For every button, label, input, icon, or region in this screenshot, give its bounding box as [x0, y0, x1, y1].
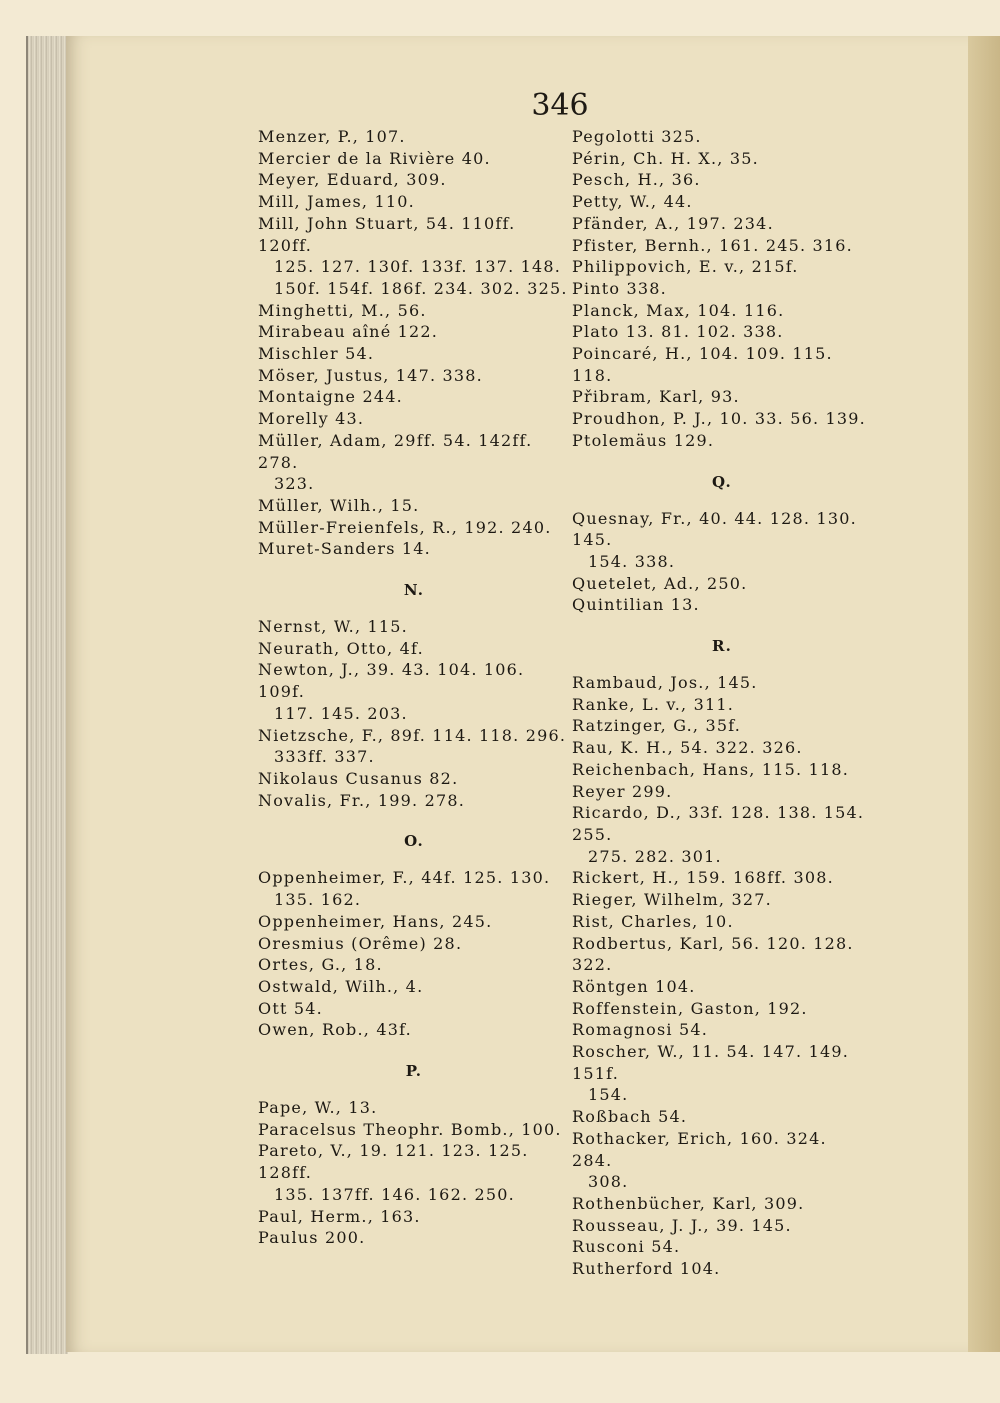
index-entry-line: Planck, Max, 104. 116. — [572, 300, 785, 320]
index-entry-line: Mercier de la Rivière 40. — [258, 148, 491, 168]
index-entry-line: Reyer 299. — [572, 781, 673, 801]
index-entry-line: Müller, Wilh., 15. — [258, 495, 420, 515]
index-entry-line: Rousseau, J. J., 39. 145. — [572, 1215, 792, 1235]
index-entry-line: Ptolemäus 129. — [572, 430, 715, 450]
index-entry-line: Neurath, Otto, 4f. — [258, 638, 424, 658]
index-entry-line: Menzer, P., 107. — [258, 127, 406, 146]
book-page-edges — [26, 36, 68, 1354]
index-entry — [572, 737, 872, 759]
index-entry — [258, 1119, 570, 1141]
index-entry — [258, 954, 570, 976]
index-entry — [572, 278, 872, 300]
index-entry — [572, 408, 872, 430]
section-letter-heading: N. — [403, 581, 425, 600]
index-entry-line: Rutherford 104. — [572, 1259, 721, 1279]
index-entry — [572, 386, 872, 408]
index-entry — [572, 1128, 872, 1193]
index-entry — [572, 759, 872, 781]
index-entry-continuation: 150f. 154f. 186f. 234. 302. 325. — [274, 278, 568, 298]
index-entry-line: Rist, Charles, 10. — [572, 911, 734, 931]
index-entry — [572, 191, 872, 213]
index-entry — [572, 672, 872, 694]
index-entry — [258, 148, 570, 170]
index-entry — [258, 386, 570, 408]
index-entry-line: Reichenbach, Hans, 115. 118. — [572, 759, 850, 779]
index-entry-line: Proudhon, P. J., 10. 33. 56. 139. — [572, 409, 866, 429]
index-entry — [258, 169, 570, 191]
index-entry-line: Roßbach 54. — [572, 1107, 688, 1127]
index-entry — [572, 1215, 872, 1237]
index-entry — [572, 256, 872, 278]
index-entry-line: Périn, Ch. H. X., 35. — [572, 148, 759, 168]
index-entry — [572, 300, 872, 322]
index-entry-line: Newton, J., 39. 43. 104. 106. 109f. — [258, 660, 525, 702]
index-entry-line: Pfister, Bernh., 161. 245. 316. — [572, 235, 853, 255]
index-entry — [572, 802, 872, 867]
index-entry-line: Meyer, Eduard, 309. — [258, 170, 447, 190]
index-entry — [258, 430, 570, 495]
index-entry — [258, 538, 570, 560]
index-entry-continuation: 154. 338. — [588, 551, 676, 571]
index-entry — [572, 213, 872, 235]
index-entry — [258, 616, 570, 638]
index-entry-continuation: 135. 162. — [274, 890, 362, 910]
index-entry-line: Nikolaus Cusanus 82. — [258, 768, 459, 788]
index-entry-line: Morelly 43. — [258, 409, 365, 429]
index-entry — [258, 1227, 570, 1249]
index-entry-line: Rieger, Wilhelm, 327. — [572, 890, 772, 910]
index-entry — [258, 300, 570, 322]
index-entry — [258, 408, 570, 430]
index-entry-line: Petty, W., 44. — [572, 192, 693, 212]
index-entry — [572, 998, 872, 1020]
index-entry — [572, 148, 872, 170]
index-entry — [258, 933, 570, 955]
index-entry — [572, 976, 872, 998]
index-entry — [572, 430, 872, 452]
index-entry-line: Quesnay, Fr., 40. 44. 128. 130. 145. — [572, 508, 857, 550]
index-entry — [572, 781, 872, 803]
index-entry-line: Novalis, Fr., 199. 278. — [258, 790, 466, 810]
index-entry-line: Pape, W., 13. — [258, 1098, 378, 1118]
index-entry — [258, 976, 570, 998]
index-entry — [258, 1206, 570, 1228]
index-entry — [258, 495, 570, 517]
index-entry — [572, 933, 872, 976]
index-entry-continuation: 333ff. 337. — [274, 747, 375, 767]
index-entry-line: Müller, Adam, 29ff. 54. 142ff. 278. — [258, 430, 533, 472]
index-entry — [258, 1019, 570, 1041]
index-entry-line: Ortes, G., 18. — [258, 955, 383, 975]
index-entry-continuation: 125. 127. 130f. 133f. 137. 148. — [274, 257, 562, 277]
index-entry — [258, 998, 570, 1020]
index-entry — [258, 343, 570, 365]
index-entry — [572, 1236, 872, 1258]
index-entry-line: Quetelet, Ad., 250. — [572, 573, 748, 593]
index-entry-line: Quintilian 13. — [572, 595, 700, 615]
index-entry-line: Röntgen 104. — [572, 976, 696, 996]
section-letter-heading: O. — [404, 832, 424, 851]
index-entry — [572, 1258, 872, 1280]
index-entry-line: Oresmius (Orême) 28. — [258, 933, 463, 953]
index-entry-line: Mirabeau aîné 122. — [258, 322, 439, 342]
index-entry — [572, 508, 872, 573]
index-entry — [258, 638, 570, 660]
index-entry-line: Mill, John Stuart, 54. 110ff. 120ff. — [258, 213, 516, 255]
index-entry — [572, 715, 872, 737]
index-entry-continuation: 308. — [588, 1172, 629, 1192]
index-entry — [258, 768, 570, 790]
index-entry-line: Rothacker, Erich, 160. 324. 284. — [572, 1128, 827, 1170]
index-entry — [572, 867, 872, 889]
index-entry — [572, 126, 872, 148]
index-entry — [572, 594, 872, 616]
index-entry-line: Rickert, H., 159. 168ff. 308. — [572, 868, 834, 888]
index-entry-line: Muret-Sanders 14. — [258, 539, 431, 559]
index-entry-line: Nietzsche, F., 89f. 114. 118. 296. — [258, 725, 567, 745]
index-entry — [258, 1140, 570, 1205]
index-entry-line: Minghetti, M., 56. — [258, 300, 427, 320]
index-entry — [572, 343, 872, 386]
index-entry-line: Roffenstein, Gaston, 192. — [572, 998, 808, 1018]
index-entry — [572, 1041, 872, 1106]
index-entry — [258, 365, 570, 387]
index-entry-line: Rau, K. H., 54. 322. 326. — [572, 738, 803, 758]
page-number: 346 — [531, 88, 589, 123]
index-entry-line: Müller-Freienfels, R., 192. 240. — [258, 517, 552, 537]
index-entry-line: Oppenheimer, F., 44f. 125. 130. — [258, 868, 551, 888]
index-entry — [572, 573, 872, 595]
index-entry — [258, 213, 570, 300]
index-entry-line: Ricardo, D., 33f. 128. 138. 154. 255. — [572, 803, 865, 844]
index-entry-line: Romagnosi 54. — [572, 1020, 709, 1040]
index-entry-line: Ranke, L. v., 311. — [572, 694, 735, 714]
index-entry-line: Přibram, Karl, 93. — [572, 387, 740, 407]
index-entry-line: Paul, Herm., 163. — [258, 1206, 421, 1226]
index-entry — [572, 911, 872, 933]
index-entry-line: Rusconi 54. — [572, 1237, 681, 1257]
index-entry — [572, 1019, 872, 1041]
index-entry-line: Pareto, V., 19. 121. 123. 125. 128ff. — [258, 1141, 529, 1183]
index-entry-line: Philippovich, E. v., 215f. — [572, 257, 799, 277]
index-entry — [258, 126, 570, 148]
index-entry-line: Rodbertus, Karl, 56. 120. 128. 322. — [572, 933, 854, 975]
index-entry — [572, 889, 872, 911]
index-entry — [572, 1193, 872, 1215]
index-entry-line: Ratzinger, G., 35f. — [572, 716, 742, 736]
index-entry-line: Pegolotti 325. — [572, 127, 702, 146]
index-entry-line: Montaigne 244. — [258, 387, 403, 407]
index-entry — [572, 235, 872, 257]
facing-page-shadow — [968, 36, 1000, 1352]
index-entry-line: Pesch, H., 36. — [572, 170, 701, 190]
index-entry — [572, 694, 872, 716]
index-entry — [258, 659, 570, 724]
index-entry-continuation: 275. 282. 301. — [588, 846, 722, 866]
index-entry — [572, 321, 872, 343]
index-entry-continuation: 117. 145. 203. — [274, 703, 408, 723]
index-entry — [258, 867, 570, 910]
index-entry — [258, 321, 570, 343]
index-entry-line: Plato 13. 81. 102. 338. — [572, 322, 784, 342]
index-entry-line: Ostwald, Wilh., 4. — [258, 976, 424, 996]
index-entry-line: Nernst, W., 115. — [258, 617, 408, 637]
index-entry-line: Pinto 338. — [572, 278, 667, 298]
index-column-right — [572, 126, 872, 1280]
index-entry-line: Owen, Rob., 43f. — [258, 1020, 412, 1040]
section-letter-heading: R. — [711, 637, 733, 656]
index-column-left — [258, 126, 570, 1249]
index-entry — [258, 1097, 570, 1119]
index-entry-line: Möser, Justus, 147. 338. — [258, 365, 483, 385]
index-entry-line: Paracelsus Theophr. Bomb., 100. — [258, 1119, 562, 1139]
index-entry-continuation: 323. — [274, 474, 315, 494]
index-entry-line: Rothenbücher, Karl, 309. — [572, 1193, 805, 1213]
section-letter-heading: Q. — [712, 472, 732, 491]
index-entry-continuation: 135. 137ff. 146. 162. 250. — [274, 1184, 515, 1204]
index-entry — [258, 790, 570, 812]
index-entry — [258, 911, 570, 933]
index-entry-line: Oppenheimer, Hans, 245. — [258, 911, 493, 931]
index-entry-line: Ott 54. — [258, 998, 323, 1018]
index-entry — [258, 191, 570, 213]
index-entry — [258, 517, 570, 539]
section-letter-heading: P. — [405, 1062, 423, 1081]
index-entry-line: Roscher, W., 11. 54. 147. 149. 151f. — [572, 1042, 849, 1083]
index-entry — [572, 169, 872, 191]
index-entry — [572, 1106, 872, 1128]
index-entry — [258, 725, 570, 768]
index-entry-line: Mischler 54. — [258, 344, 375, 364]
index-entry-line: Mill, James, 110. — [258, 192, 415, 212]
index-entry-continuation: 154. — [588, 1085, 629, 1105]
index-entry-line: Paulus 200. — [258, 1228, 366, 1248]
index-entry-line: Poincaré, H., 104. 109. 115. 118. — [572, 344, 833, 385]
index-entry-line: Pfänder, A., 197. 234. — [572, 213, 774, 233]
index-entry-line: Rambaud, Jos., 145. — [572, 673, 758, 693]
